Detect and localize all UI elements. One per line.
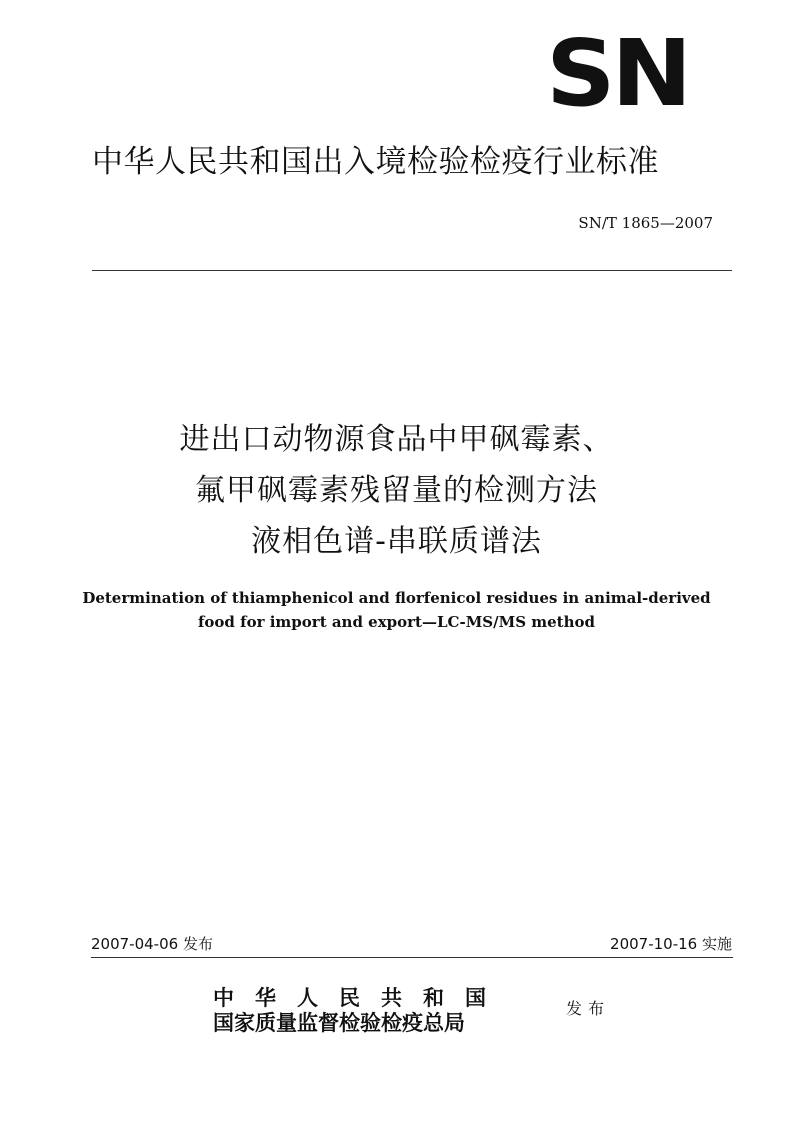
standard-code: SN/T 1865—2007: [578, 214, 713, 232]
publish-label: 发布: [566, 999, 611, 1018]
publisher-line-1: 中华人民共和国: [213, 985, 507, 1010]
publisher-line-2: 国家质量监督检验检疫总局: [213, 1010, 465, 1035]
header-title: 中华人民共和国出入境检验检疫行业标准: [92, 144, 659, 180]
title-english: [0, 586, 793, 634]
bottom-rule: [91, 957, 733, 958]
title-zh-line-2: 氟甲砜霉素残留量的检测方法: [195, 473, 598, 508]
top-rule: [92, 270, 732, 271]
sn-logo: SN: [545, 20, 688, 127]
title-en-line-1: Determination of thiamphenicol and florfenicol residues in animal-derived: [82, 589, 711, 607]
title-zh-line-3: 液相色谱-串联质谱法: [251, 524, 542, 559]
issue-date: 2007-04-06 发布: [91, 935, 213, 953]
effective-date: 2007-10-16 实施: [610, 935, 732, 953]
publisher: [213, 985, 507, 1035]
title-chinese: [0, 414, 793, 567]
title-en-line-2: food for import and export—LC-MS/MS method: [197, 613, 596, 631]
title-zh-line-1: 进出口动物源食品中甲砜霉素、: [179, 422, 614, 457]
